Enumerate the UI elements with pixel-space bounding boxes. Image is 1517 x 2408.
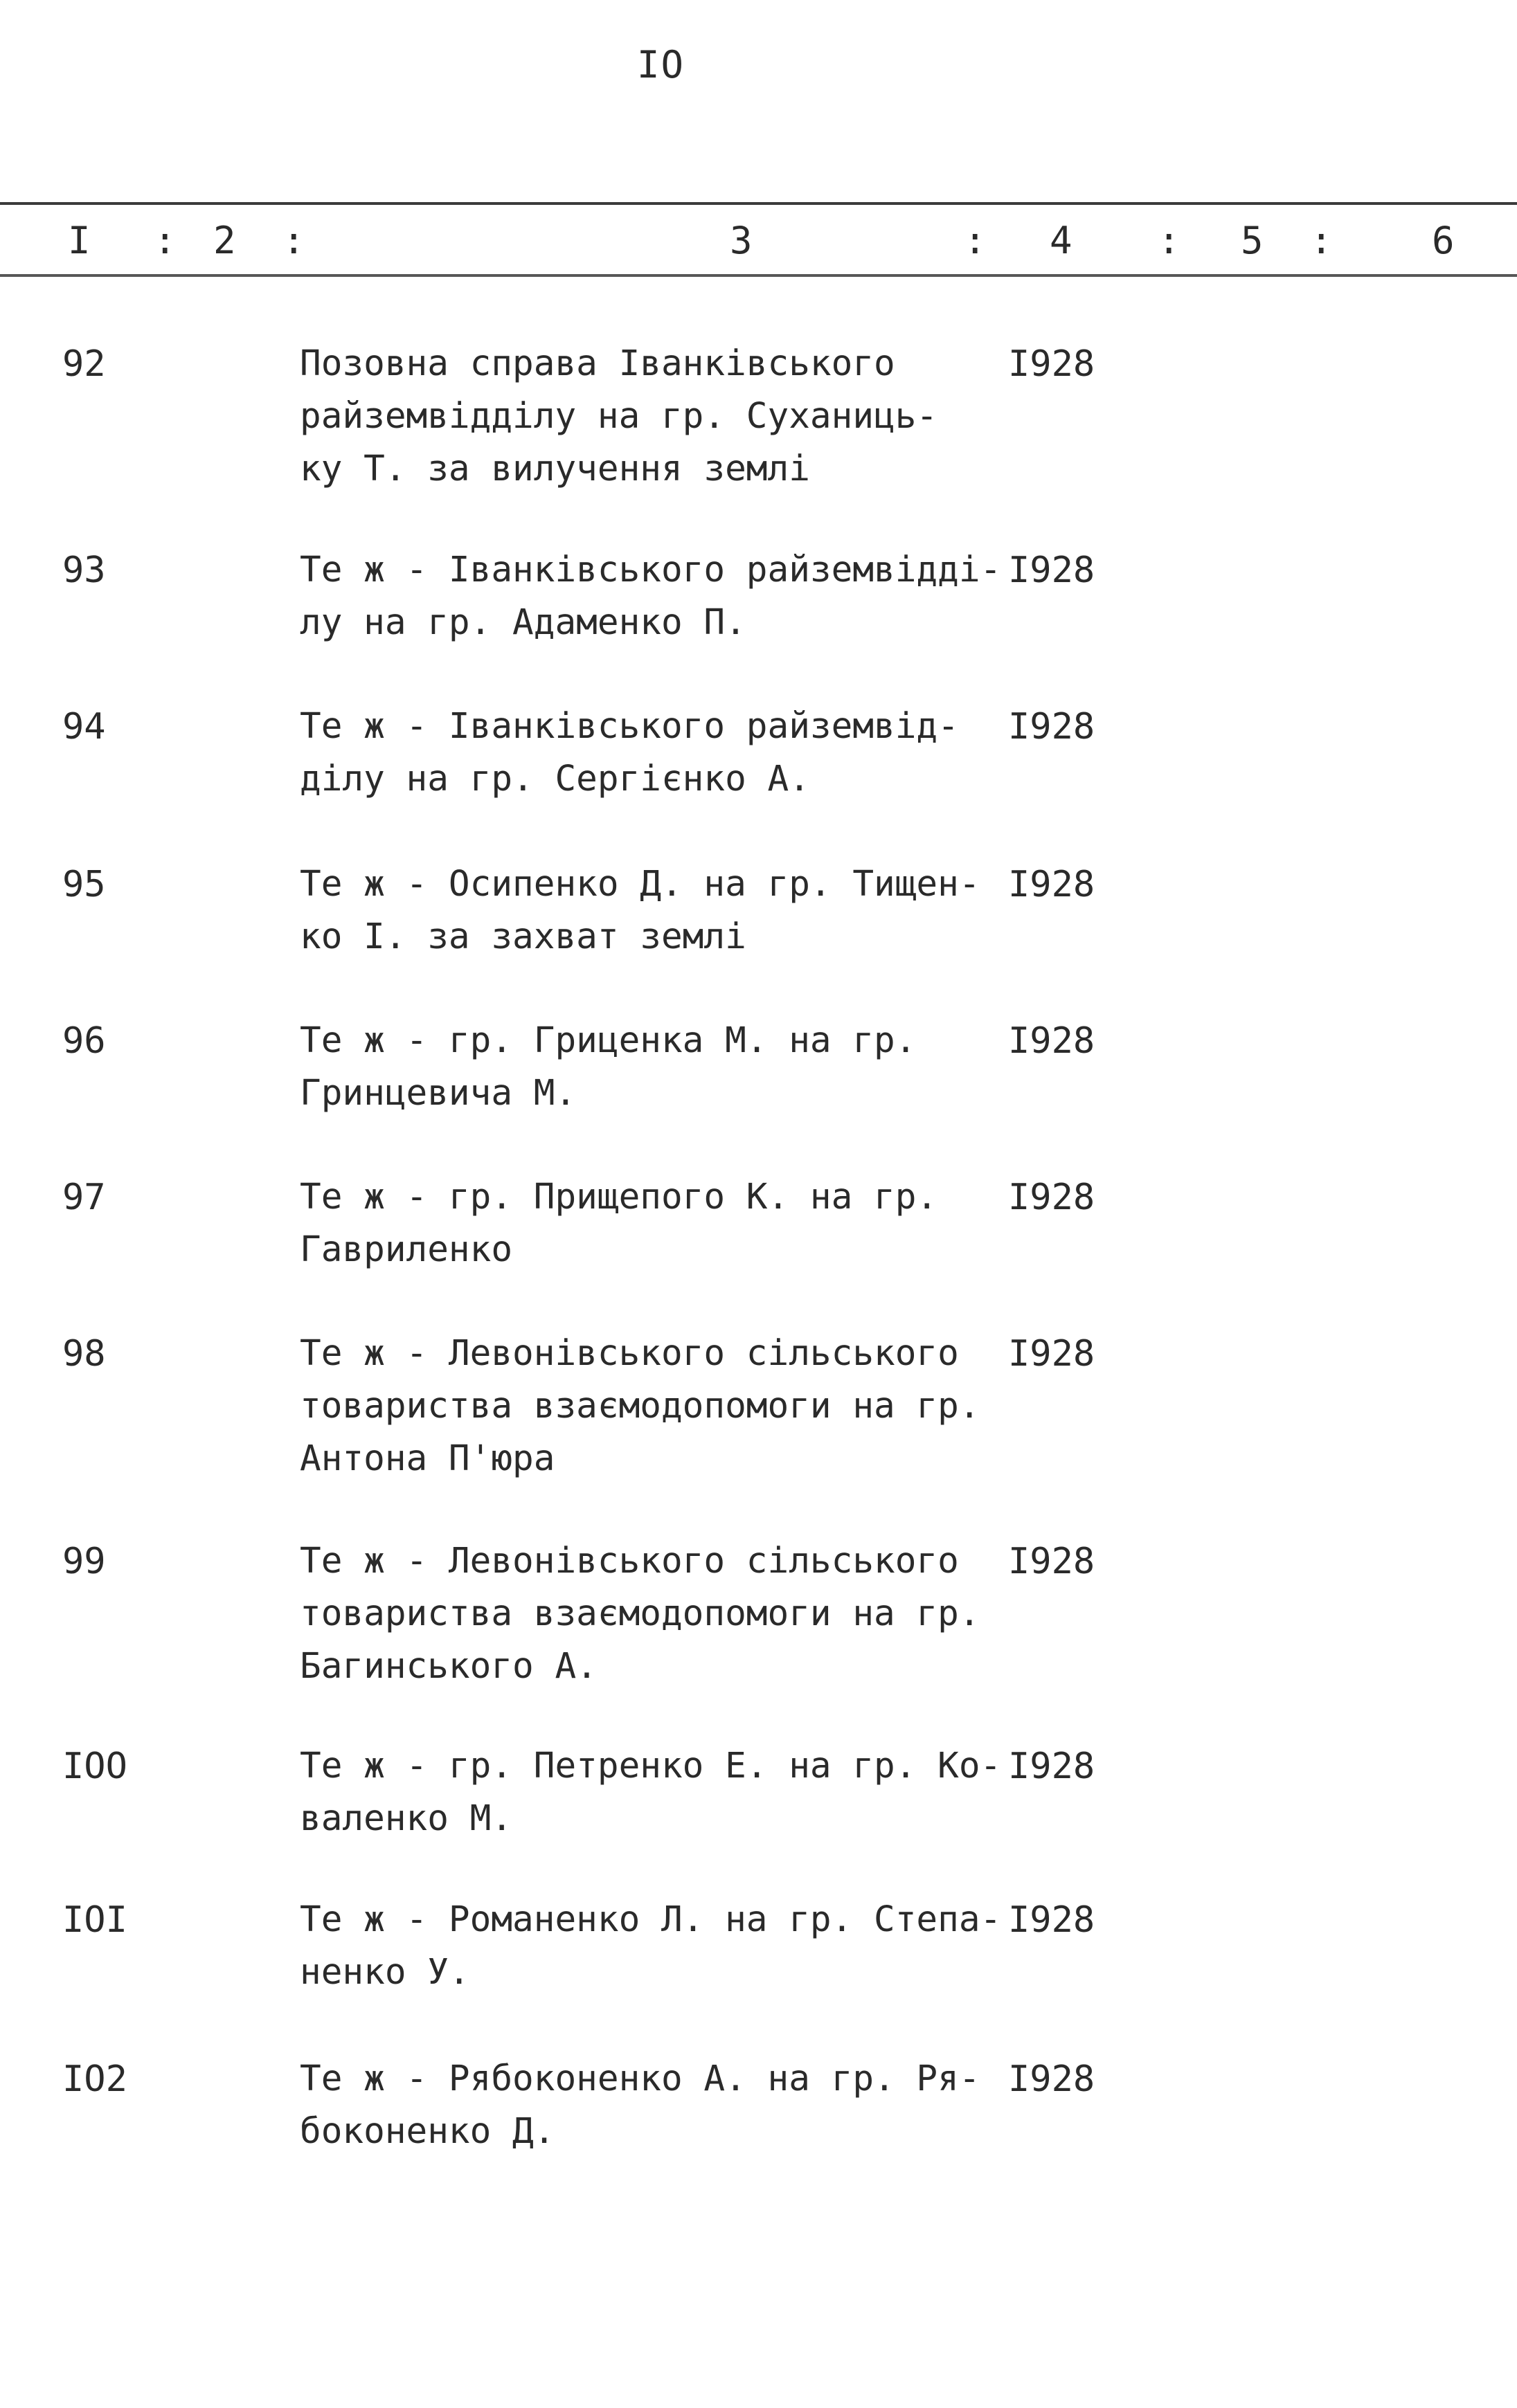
entry-year: I928 <box>1008 1899 1095 1941</box>
entry-description: Те ж - гр. Гриценка М. на гр. Гринцевича М. <box>300 1020 917 1114</box>
entry-description: Те ж - Іванківського райземвід- ділу на гр. Сергієнко А. <box>300 706 959 799</box>
entry-year: I928 <box>1008 1333 1095 1375</box>
entry-year: I928 <box>1008 550 1095 591</box>
column-separator: : <box>1158 219 1181 262</box>
column-separator: : <box>282 219 305 262</box>
entry-description: Позовна справа Іванківського райземвідділу на гр. Суханиць- ку Т. за вилучення землі <box>300 343 938 489</box>
entry-description: Те ж - Рябоконенко А. на гр. Ря- боконенко Д. <box>300 2058 980 2152</box>
header-top-rule <box>0 202 1517 205</box>
entry-number: 94 <box>62 706 106 748</box>
entry-number: IOO <box>62 1746 127 1787</box>
column-header-6: 6 <box>1432 219 1455 262</box>
entry-year: I928 <box>1008 2058 1095 2100</box>
entry-number: 97 <box>62 1177 106 1218</box>
column-header-4: 4 <box>1050 219 1072 262</box>
entry-number: 95 <box>62 864 106 905</box>
column-header-5: 5 <box>1241 219 1264 262</box>
column-header-2: 2 <box>213 219 236 262</box>
entry-number: 96 <box>62 1020 106 1062</box>
column-separator: : <box>964 219 987 262</box>
entry-number: IO2 <box>62 2058 127 2100</box>
page-number: IO <box>637 43 685 87</box>
entry-year: I928 <box>1008 1177 1095 1218</box>
entry-description: Те ж - гр. Петренко Е. на гр. Ко- валенко М. <box>300 1746 1002 1839</box>
column-header-3: 3 <box>730 219 753 262</box>
entry-description: Те ж - гр. Прищепого К. на гр. Гавриленко <box>300 1177 938 1270</box>
entry-year: I928 <box>1008 706 1095 748</box>
header-bottom-rule <box>0 274 1517 277</box>
entry-number: IOI <box>62 1899 127 1941</box>
column-separator: : <box>154 219 177 262</box>
entry-description: Те ж - Осипенко Д. на гр. Тищен- ко І. за захват землі <box>300 864 980 957</box>
column-header-1: I <box>68 219 91 262</box>
entry-description: Те ж - Іванківського райземвідді- лу на гр. Адаменко П. <box>300 550 1002 643</box>
entry-number: 92 <box>62 343 106 385</box>
column-separator: : <box>1310 219 1333 262</box>
entry-number: 99 <box>62 1541 106 1582</box>
entry-description: Те ж - Романенко Л. на гр. Степа- ненко У. <box>300 1899 1002 1993</box>
entry-number: 93 <box>62 550 106 591</box>
entry-year: I928 <box>1008 1020 1095 1062</box>
entry-year: I928 <box>1008 1541 1095 1582</box>
entry-year: I928 <box>1008 864 1095 905</box>
entry-description: Те ж - Левонівського сільського товариства взаємодопомоги на гр. Антона П'юра <box>300 1333 980 1479</box>
entry-year: I928 <box>1008 1746 1095 1787</box>
entry-number: 98 <box>62 1333 106 1375</box>
entry-description: Те ж - Левонівського сільського товариства взаємодопомоги на гр. Багинського А. <box>300 1541 980 1687</box>
entry-year: I928 <box>1008 343 1095 385</box>
